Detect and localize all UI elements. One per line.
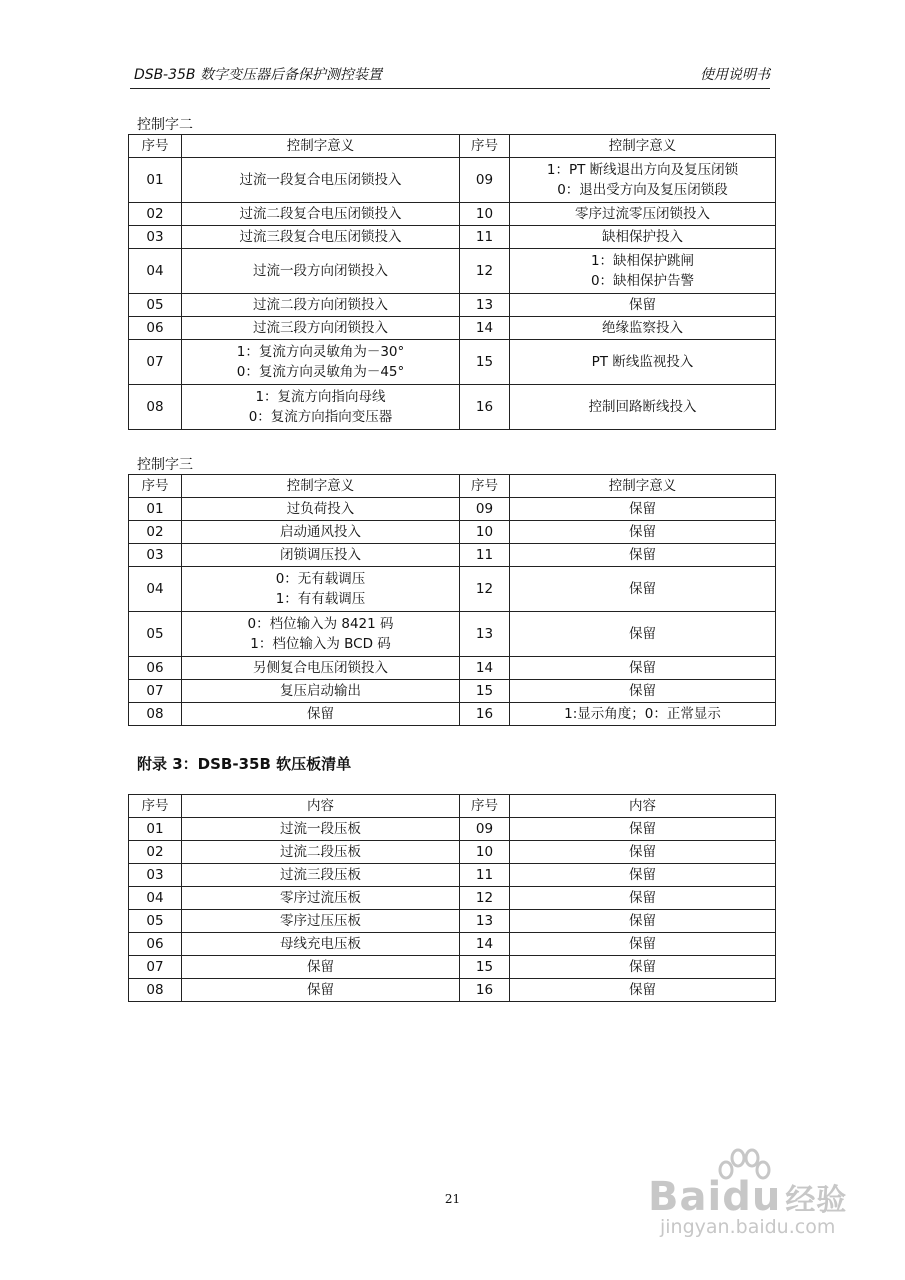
table-caption-control-word-2: 控制字二 (137, 117, 193, 133)
cell-line: 保留 (629, 547, 656, 563)
meaning-cell (510, 910, 776, 933)
cell-line: PT 断线监视投入 (591, 354, 694, 370)
meaning-cell (510, 818, 776, 841)
meaning-cell (182, 249, 460, 294)
meaning-cell (510, 680, 776, 703)
cell-line: 绝缘监察投入 (602, 320, 683, 336)
cell-line: 过流一段压板 (280, 821, 361, 837)
index-cell: 01 (129, 158, 182, 203)
index-cell: 11 (460, 864, 510, 887)
table-row (129, 158, 776, 203)
index-cell: 10 (460, 841, 510, 864)
appendix-title: 附录 3：DSB-35B 软压板清单 (137, 755, 352, 773)
column-header: 控制字意义 (510, 135, 776, 158)
meaning-cell (510, 933, 776, 956)
table-row (129, 340, 776, 385)
cell-line: 保留 (629, 867, 656, 883)
header-title: DSB-35B 数字变压器后备保护测控装置 (134, 67, 382, 83)
index-cell: 10 (460, 203, 510, 226)
meaning-cell (510, 249, 776, 294)
cell-line: 0：复流方向灵敏角为－45° (236, 364, 405, 380)
table-row (129, 703, 776, 726)
table-row (129, 521, 776, 544)
meaning-cell (182, 544, 460, 567)
meaning-cell (182, 340, 460, 385)
index-cell: 05 (129, 910, 182, 933)
cell-line: 1：复流方向指向母线 (255, 389, 386, 405)
cell-line: 零序过压压板 (280, 913, 361, 929)
watermark-brand: Baidu 经验 (648, 1174, 848, 1220)
index-cell: 13 (460, 910, 510, 933)
soft-plate-table (128, 794, 776, 1002)
meaning-cell (182, 612, 460, 657)
table-header-row (129, 135, 776, 158)
cell-line: 过流二段压板 (280, 844, 361, 860)
index-cell: 12 (460, 887, 510, 910)
index-cell: 15 (460, 680, 510, 703)
index-cell: 15 (460, 956, 510, 979)
index-cell: 05 (129, 612, 182, 657)
index-cell: 12 (460, 567, 510, 612)
table-row (129, 910, 776, 933)
header-doc-type: 使用说明书 (700, 67, 770, 83)
meaning-cell (510, 841, 776, 864)
meaning-cell (182, 294, 460, 317)
cell-line: 零序过流压板 (280, 890, 361, 906)
meaning-cell (510, 498, 776, 521)
table-caption-control-word-3: 控制字三 (137, 457, 193, 473)
index-cell: 06 (129, 657, 182, 680)
watermark-url: jingyan.baidu.com (660, 1216, 836, 1238)
table-row (129, 226, 776, 249)
meaning-cell (510, 544, 776, 567)
meaning-cell (510, 979, 776, 1002)
meaning-cell (182, 498, 460, 521)
index-cell: 04 (129, 567, 182, 612)
index-cell: 13 (460, 612, 510, 657)
cell-line: 保留 (307, 706, 334, 722)
meaning-cell (510, 956, 776, 979)
meaning-cell (510, 703, 776, 726)
table-row (129, 979, 776, 1002)
meaning-cell (510, 317, 776, 340)
index-cell: 01 (129, 498, 182, 521)
meaning-cell (182, 680, 460, 703)
cell-line: 保留 (629, 936, 656, 952)
table-row (129, 249, 776, 294)
index-cell: 11 (460, 226, 510, 249)
cell-line: 控制回路断线投入 (588, 399, 697, 415)
meaning-cell (182, 203, 460, 226)
index-cell: 02 (129, 203, 182, 226)
table-row (129, 612, 776, 657)
cell-line: 零序过流零压闭锁投入 (575, 206, 710, 222)
column-header: 序号 (460, 475, 510, 498)
control-word-3-table (128, 474, 776, 726)
cell-line: 复压启动输出 (280, 683, 361, 699)
index-cell: 14 (460, 933, 510, 956)
table-row (129, 680, 776, 703)
page-header (130, 64, 770, 89)
index-cell: 02 (129, 841, 182, 864)
cell-line: 保留 (629, 683, 656, 699)
cell-line: 保留 (629, 501, 656, 517)
page-number: 21 (444, 1192, 461, 1206)
meaning-cell (182, 910, 460, 933)
table-row (129, 933, 776, 956)
index-cell: 16 (460, 703, 510, 726)
meaning-cell (510, 158, 776, 203)
index-cell: 06 (129, 933, 182, 956)
cell-line: 保留 (629, 581, 656, 597)
meaning-cell (182, 841, 460, 864)
column-header: 序号 (129, 475, 182, 498)
cell-line: 缺相保护投入 (602, 229, 683, 245)
cell-line: 保留 (629, 890, 656, 906)
cell-line: 1：缺相保护跳闸 (590, 253, 695, 269)
cell-line: 过流一段复合电压闭锁投入 (239, 172, 402, 188)
table-row (129, 657, 776, 680)
column-header: 序号 (129, 135, 182, 158)
index-cell: 09 (460, 158, 510, 203)
index-cell: 04 (129, 887, 182, 910)
meaning-cell (182, 521, 460, 544)
table-row (129, 841, 776, 864)
table-row (129, 864, 776, 887)
column-header: 控制字意义 (510, 475, 776, 498)
column-header: 控制字意义 (182, 135, 460, 158)
baidu-jingyan-watermark (640, 1148, 870, 1248)
index-cell: 13 (460, 294, 510, 317)
cell-line: 启动通风投入 (280, 524, 361, 540)
index-cell: 14 (460, 317, 510, 340)
meaning-cell (510, 294, 776, 317)
index-cell: 12 (460, 249, 510, 294)
cell-line: 1：有有载调压 (275, 591, 366, 607)
index-cell: 04 (129, 249, 182, 294)
table-row (129, 385, 776, 430)
index-cell: 09 (460, 498, 510, 521)
index-cell: 05 (129, 294, 182, 317)
meaning-cell (182, 933, 460, 956)
index-cell: 08 (129, 979, 182, 1002)
cell-line: 0：退出受方向及复压闭锁段 (557, 182, 728, 198)
cell-line: 过流三段压板 (280, 867, 361, 883)
table-row (129, 498, 776, 521)
meaning-cell (510, 521, 776, 544)
meaning-cell (182, 864, 460, 887)
cell-line: 0：档位输入为 8421 码 (247, 616, 394, 632)
column-header: 内容 (182, 795, 460, 818)
meaning-cell (182, 226, 460, 249)
index-cell: 11 (460, 544, 510, 567)
meaning-cell (182, 956, 460, 979)
index-cell: 07 (129, 956, 182, 979)
cell-line: 保留 (629, 959, 656, 975)
cell-line: 过流一段方向闭锁投入 (253, 263, 388, 279)
table-row (129, 294, 776, 317)
index-cell: 16 (460, 979, 510, 1002)
cell-line: 过流三段复合电压闭锁投入 (239, 229, 402, 245)
cell-line: 保留 (629, 660, 656, 676)
table-row (129, 544, 776, 567)
meaning-cell (182, 887, 460, 910)
cell-line: 1：PT 断线退出方向及复压闭锁 (546, 162, 739, 178)
index-cell: 03 (129, 864, 182, 887)
cell-line: 0：缺相保护告警 (590, 273, 695, 289)
meaning-cell (510, 567, 776, 612)
cell-line: 保留 (629, 524, 656, 540)
meaning-cell (182, 385, 460, 430)
meaning-cell (182, 567, 460, 612)
table-header-row (129, 795, 776, 818)
cell-line: 1：档位输入为 BCD 码 (250, 636, 391, 652)
cell-line: 过流二段复合电压闭锁投入 (239, 206, 402, 222)
column-header: 控制字意义 (182, 475, 460, 498)
cell-line: 另侧复合电压闭锁投入 (253, 660, 388, 676)
index-cell: 06 (129, 317, 182, 340)
cell-line: 0：复流方向指向变压器 (248, 409, 393, 425)
table-row (129, 203, 776, 226)
cell-line: 过流三段方向闭锁投入 (253, 320, 388, 336)
index-cell: 03 (129, 544, 182, 567)
column-header: 序号 (129, 795, 182, 818)
meaning-cell (510, 203, 776, 226)
meaning-cell (510, 864, 776, 887)
index-cell: 08 (129, 703, 182, 726)
meaning-cell (510, 385, 776, 430)
meaning-cell (510, 340, 776, 385)
index-cell: 09 (460, 818, 510, 841)
meaning-cell (182, 158, 460, 203)
table-row (129, 818, 776, 841)
meaning-cell (510, 226, 776, 249)
control-word-2-table (128, 134, 776, 430)
index-cell: 02 (129, 521, 182, 544)
cell-line: 母线充电压板 (280, 936, 361, 952)
cell-line: 保留 (629, 844, 656, 860)
cell-line: 保留 (629, 913, 656, 929)
index-cell: 16 (460, 385, 510, 430)
table-row (129, 567, 776, 612)
table-row (129, 317, 776, 340)
cell-line: 过流二段方向闭锁投入 (253, 297, 388, 313)
cell-line: 保留 (629, 821, 656, 837)
cell-line: 保留 (307, 959, 334, 975)
column-header: 序号 (460, 135, 510, 158)
cell-line: 保留 (629, 626, 656, 642)
meaning-cell (510, 612, 776, 657)
cell-line: 保留 (307, 982, 334, 998)
column-header: 序号 (460, 795, 510, 818)
cell-line: 过负荷投入 (286, 501, 355, 517)
index-cell: 07 (129, 340, 182, 385)
meaning-cell (182, 657, 460, 680)
cell-line: 保留 (629, 297, 656, 313)
index-cell: 08 (129, 385, 182, 430)
index-cell: 10 (460, 521, 510, 544)
index-cell: 14 (460, 657, 510, 680)
cell-line: 保留 (629, 982, 656, 998)
meaning-cell (182, 818, 460, 841)
cell-line: 0：无有载调压 (275, 571, 366, 587)
meaning-cell (182, 979, 460, 1002)
column-header: 内容 (510, 795, 776, 818)
cell-line: 1：复流方向灵敏角为－30° (236, 344, 405, 360)
index-cell: 07 (129, 680, 182, 703)
meaning-cell (510, 887, 776, 910)
meaning-cell (510, 657, 776, 680)
meaning-cell (182, 317, 460, 340)
index-cell: 15 (460, 340, 510, 385)
meaning-cell (182, 703, 460, 726)
cell-line: 1:显示角度；0：正常显示 (564, 706, 721, 722)
table-row (129, 956, 776, 979)
index-cell: 01 (129, 818, 182, 841)
index-cell: 03 (129, 226, 182, 249)
table-header-row (129, 475, 776, 498)
table-row (129, 887, 776, 910)
cell-line: 闭锁调压投入 (280, 547, 361, 563)
